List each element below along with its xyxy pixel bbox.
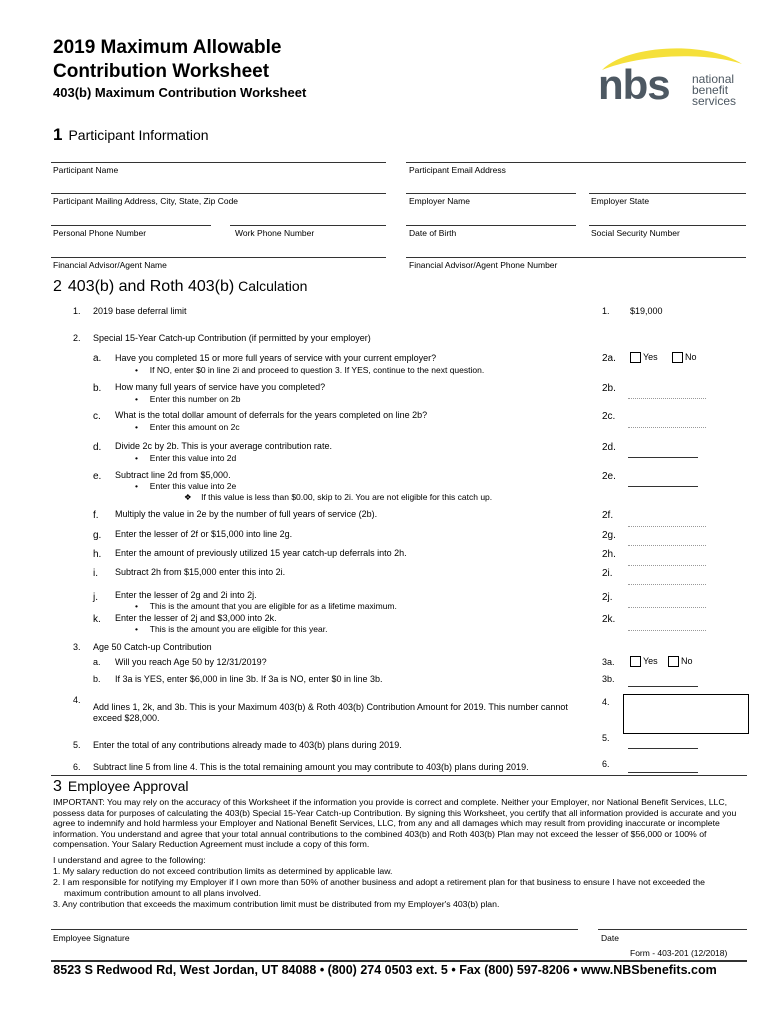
line-2a-no[interactable] (672, 352, 697, 363)
line-2f-input[interactable] (628, 526, 706, 527)
line-2d-input[interactable] (628, 457, 698, 458)
dob-label: Date of Birth (409, 228, 457, 238)
line-2e-input[interactable] (628, 486, 698, 487)
checkbox-3a-no[interactable] (668, 656, 679, 667)
agree-intro: I understand and agree to the following: (53, 855, 206, 865)
line-3a-no[interactable] (668, 656, 693, 667)
line-3a-letter: a. (93, 657, 101, 667)
form-number: Form - 403-201 (12/2018) (630, 948, 728, 958)
section-1-heading (53, 125, 209, 145)
line-5-text: Enter the total of any contributions already made to 403(b) plans during 2019. (93, 740, 402, 750)
line-2h-ref: 2h. (602, 549, 616, 560)
date-label: Date (601, 933, 619, 943)
line-2d-bullet-text: Enter this value into 2d (149, 453, 237, 463)
section-2-title-main: 403(b) and Roth 403(b) (67, 278, 235, 295)
line-2g-ref: 2g. (602, 530, 616, 541)
mailing-address-label: Participant Mailing Address, City, State, Zip Code (53, 196, 239, 206)
dob-line[interactable] (406, 225, 576, 226)
line-2a-bullet: • If NO, enter $0 in line 2i and proceed to question 3. If YES, continue to the next question. (135, 365, 485, 375)
line-2b-ref: 2b. (602, 383, 616, 394)
line-2j-letter: j. (93, 592, 98, 603)
advisor-name-line[interactable] (51, 257, 386, 258)
line-3-text: Age 50 Catch-up Contribution (93, 642, 212, 652)
participant-email-label: Participant Email Address (409, 165, 506, 175)
line-3b-input[interactable] (628, 686, 698, 687)
agree-item-2: 2. I am responsible for notifying my Employer if I own more than 50% of another business and adopt a retirement plan for that business to ensure I have not exceeded the (53, 877, 705, 887)
line-1-number: 1. (73, 306, 81, 316)
section-2-heading (53, 278, 307, 296)
line-2h-input[interactable] (628, 565, 706, 566)
line-2f-text: Multiply the value in 2e by the number of full years of service (2b). (115, 509, 378, 519)
nbs-logo (596, 40, 746, 115)
line-3a-yes-label: Yes (643, 656, 658, 666)
line-2b-bullet-text: Enter this number on 2b (149, 394, 241, 404)
agree-item-3: 3. Any contribution that exceeds the maximum contribution limit must be distributed from my Employer's 403(b) plan. (53, 899, 500, 909)
section-3-title: Employee Approval (67, 778, 189, 794)
section-2-number: 2 (53, 278, 62, 295)
line-3a-yes[interactable] (630, 656, 658, 667)
logo-word-2: benefit (692, 83, 729, 97)
advisor-phone-label: Financial Advisor/Agent Phone Number (409, 260, 558, 270)
line-5-input[interactable] (628, 748, 698, 749)
line-3a-ref: 3a. (602, 657, 615, 667)
mailing-address-line[interactable] (51, 193, 386, 194)
agree-item-2-cont: maximum contribution amount to all plans involved. (64, 888, 262, 898)
personal-phone-label: Personal Phone Number (53, 228, 147, 238)
line-2j-bullet: • This is the amount that you are eligible for as a lifetime maximum. (135, 601, 397, 611)
checkbox-3a-yes[interactable] (630, 656, 641, 667)
work-phone-line[interactable] (230, 225, 386, 226)
line-2j-text: Enter the lesser of 2g and 2i into 2j. (115, 590, 257, 600)
title-line-1: 2019 Maximum Allowable (53, 37, 282, 58)
line-1-text: 2019 base deferral limit (93, 306, 187, 316)
line-2g-text: Enter the lesser of 2f or $15,000 into line 2g. (115, 529, 293, 539)
line-2h-letter: h. (93, 549, 102, 560)
line-2e-bullet-text: Enter this value into 2e (149, 481, 237, 491)
ssn-line[interactable] (589, 225, 746, 226)
line-2e-letter: e. (93, 471, 102, 482)
line-2c-letter: c. (93, 411, 101, 422)
agree-item-1: 1. My salary reduction do not exceed contribution limits as determined by applicable law. (53, 866, 393, 876)
footer-contact: 8523 S Redwood Rd, West Jordan, UT 84088 • (800) 274 0503 ext. 5 • Fax (800) 597-8206 • www.NBSbenefits.com (53, 963, 717, 977)
employer-name-line[interactable] (406, 193, 576, 194)
line-2a-ref: 2a. (602, 353, 616, 364)
line-2g-letter: g. (93, 530, 102, 541)
important-paragraph: IMPORTANT: You may rely on the accuracy of this Worksheet if the information you provide is correct and complete. Neither your Employer, nor National Benefit Services, LLC, possess data for purposes of calculating the 403(b) Special 15-Year Catch-up Contribution. By signing this Worksheet, you certify that all information provided is accurate and you agree to indemnify and hold harmless your Employer and National Benefit Services, LLC, from any and all damages which may result from providing inaccurate or incomplete information. You understand and agree that your total annual contributions to the combined 403(b) and Roth 403(b) Plan may not exceed the lesser of $56,000 or 100% of compensation. Your Salary Reduction Agreement must include a copy of this form. (53, 797, 737, 850)
line-3b-text: If 3a is YES, enter $6,000 in line 3b. If 3a is NO, enter $0 in line 3b. (115, 674, 383, 684)
line-2k-bullet-text: This is the amount you are eligible for this year. (149, 624, 328, 634)
work-phone-label: Work Phone Number (235, 228, 315, 238)
line-1-ref: 1. (602, 306, 610, 316)
line-2c-bullet-text: Enter this amount on 2c (149, 422, 240, 432)
participant-name-line[interactable] (51, 162, 386, 163)
line-2j-ref: 2j. (602, 592, 613, 603)
line-2i-ref: 2i. (602, 568, 613, 579)
signature-line[interactable] (51, 929, 578, 930)
line-4-number: 4. (73, 695, 81, 705)
line-2c-ref: 2c. (602, 411, 616, 422)
line-2j-bullet-text: This is the amount that you are eligible for as a lifetime maximum. (149, 601, 397, 611)
line-2a-yes-label: Yes (643, 352, 658, 362)
line-2h-text: Enter the amount of previously utilized 15 year catch-up deferrals into 2h. (115, 548, 407, 558)
footer-rule (51, 960, 747, 962)
section-2-title-rest: Calculation (238, 278, 308, 294)
logo-word-1: national (692, 72, 735, 86)
line-2c-input[interactable] (628, 427, 706, 428)
line-2c-text: What is the total dollar amount of deferrals for the years completed on line 2b? (115, 410, 428, 420)
line-3-number: 3. (73, 642, 81, 652)
line-2i-letter: i. (93, 568, 98, 579)
line-1-value: $19,000 (630, 306, 663, 316)
logo-word-3: services (692, 94, 737, 108)
line-2-text: Special 15-Year Catch-up Contribution (if permitted by your employer) (93, 333, 371, 343)
section-3-number: 3 (53, 778, 62, 795)
line-6-number: 6. (73, 762, 81, 772)
line-2d-letter: d. (93, 442, 102, 453)
line-2b-bullet: • Enter this number on 2b (135, 394, 241, 404)
line-2f-letter: f. (93, 510, 99, 521)
signature-label: Employee Signature (53, 933, 130, 943)
line-2i-text: Subtract 2h from $15,000 enter this into 2i. (115, 567, 286, 577)
subtitle: 403(b) Maximum Contribution Worksheet (53, 85, 307, 100)
line-2k-input[interactable] (628, 630, 706, 631)
section-3-heading (53, 778, 189, 796)
line-6-text: Subtract line 5 from line 4. This is the total remaining amount you may contribute to 403(b) plans during 2019. (93, 762, 529, 772)
line-4-total-box[interactable] (623, 694, 749, 734)
line-3a-text: Will you reach Age 50 by 12/31/2019? (115, 657, 267, 667)
checkbox-2a-yes[interactable] (630, 352, 641, 363)
line-2e-text: Subtract line 2d from $5,000. (115, 470, 231, 480)
line-2b-letter: b. (93, 383, 102, 394)
line-5-number: 5. (73, 740, 81, 750)
line-2a-letter: a. (93, 353, 102, 364)
checkbox-2a-no[interactable] (672, 352, 683, 363)
line-2a-yes[interactable] (630, 352, 658, 363)
line-2e-subbullet: ❖ If this value is less than $0.00, skip to 2i. You are not eligible for this catch up. (184, 492, 493, 502)
employer-state-line[interactable] (589, 193, 746, 194)
employer-state-label: Employer State (591, 196, 650, 206)
line-2a-bullet-text: If NO, enter $0 in line 2i and proceed to question 3. If YES, continue to the next question. (149, 365, 485, 375)
line-2k-ref: 2k. (602, 614, 616, 625)
line-4-ref: 4. (602, 697, 610, 707)
advisor-phone-line[interactable] (406, 257, 746, 258)
line-6-ref: 6. (602, 759, 610, 769)
section-divider (51, 775, 747, 776)
line-2b-text: How many full years of service have you completed? (115, 382, 326, 392)
line-2a-text: Have you completed 15 or more full years of service with your current employer? (115, 353, 437, 363)
line-2d-ref: 2d. (602, 442, 616, 453)
line-4-text: Add lines 1, 2k, and 3b. This is your Maximum 403(b) & Roth 403(b) Contribution Amount for 2019. This number cannot exceed $28,000. (93, 702, 568, 723)
line-6-input[interactable] (628, 772, 698, 773)
ssn-label: Social Security Number (591, 228, 680, 238)
line-2k-bullet: • This is the amount you are eligible for this year. (135, 624, 328, 634)
line-2d-text: Divide 2c by 2b. This is your average contribution rate. (115, 441, 332, 451)
line-2e-ref: 2e. (602, 471, 616, 482)
line-2-number: 2. (73, 333, 81, 343)
logo-text: nbs (598, 61, 670, 108)
advisor-name-label: Financial Advisor/Agent Name (53, 260, 167, 270)
section-1-number: 1 (53, 125, 63, 144)
employer-name-label: Employer Name (409, 196, 470, 206)
line-2k-text: Enter the lesser of 2j and $3,000 into 2k. (115, 613, 277, 623)
line-2c-bullet: • Enter this amount on 2c (135, 422, 240, 432)
participant-name-label: Participant Name (53, 165, 119, 175)
participant-email-line[interactable] (406, 162, 746, 163)
line-2k-letter: k. (93, 614, 101, 625)
line-2b-input[interactable] (628, 398, 706, 399)
line-2d-bullet: • Enter this value into 2d (135, 453, 237, 463)
line-2f-ref: 2f. (602, 510, 614, 521)
line-2j-input[interactable] (628, 607, 706, 608)
line-2e-bullet: • Enter this value into 2e (135, 481, 237, 491)
line-2g-input[interactable] (628, 545, 706, 546)
line-2i-input[interactable] (628, 584, 706, 585)
line-2a-no-label: No (685, 352, 697, 362)
date-line[interactable] (598, 929, 747, 930)
line-5-ref: 5. (602, 733, 610, 743)
line-2e-subbullet-text: If this value is less than $0.00, skip to 2i. You are not eligible for this catch up. (201, 492, 493, 502)
section-1-title: Participant Information (68, 127, 209, 143)
line-3b-ref: 3b. (602, 674, 615, 684)
line-3a-no-label: No (681, 656, 693, 666)
personal-phone-line[interactable] (51, 225, 211, 226)
line-3b-letter: b. (93, 674, 101, 684)
title-line-2: Contribution Worksheet (53, 61, 270, 82)
